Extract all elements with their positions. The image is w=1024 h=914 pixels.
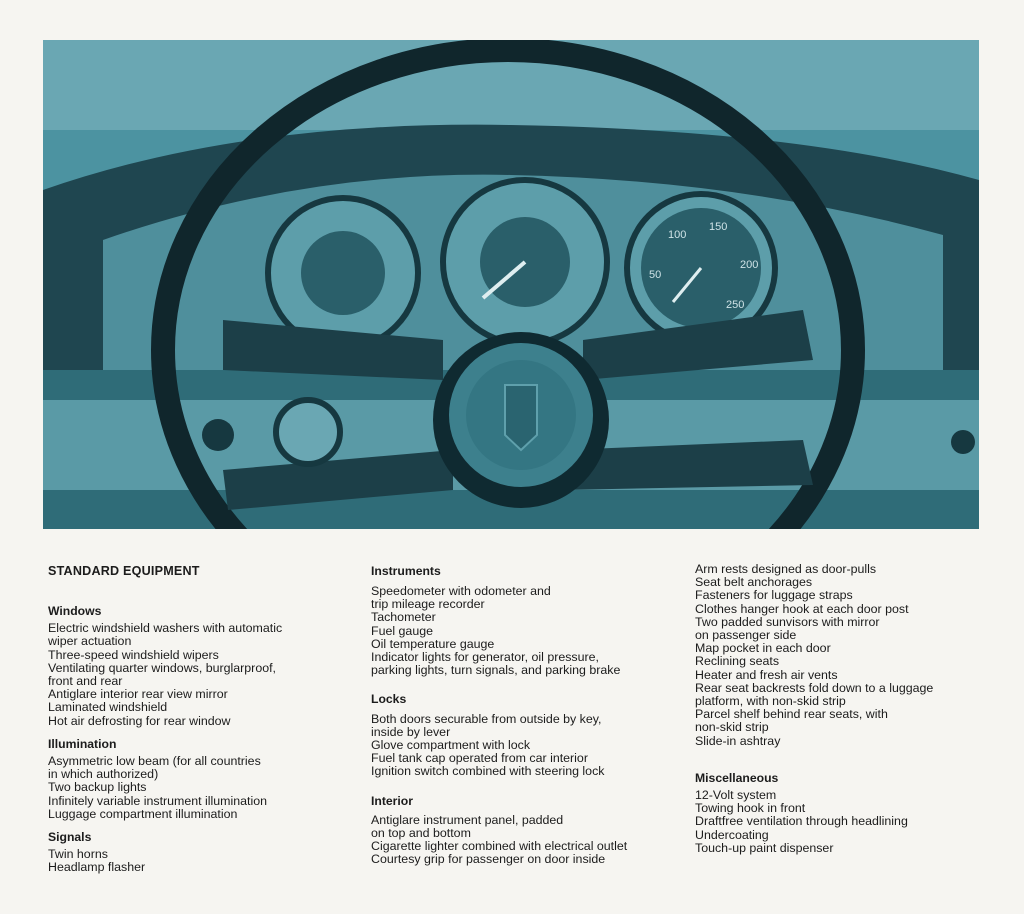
list-item: 12-Volt system <box>695 788 777 803</box>
list-item: Speedometer with odometer and <box>371 584 551 598</box>
miscellaneous-list <box>695 789 995 855</box>
list-item: Fasteners for luggage straps <box>695 588 853 603</box>
speedo-label-150: 150 <box>709 221 728 233</box>
list-item: Tachometer <box>371 610 436 625</box>
list-item: on passenger side <box>695 628 797 643</box>
list-item: Undercoating <box>695 827 769 842</box>
illumination-list <box>48 755 338 821</box>
list-item: Oil temperature gauge <box>371 636 495 651</box>
speedo-label-100: 100 <box>668 229 687 241</box>
column-right <box>695 563 995 855</box>
list-item: on top and bottom <box>371 826 471 841</box>
list-item: Towing hook in front <box>695 801 806 816</box>
section-heading-illumination: Illumination <box>48 736 117 751</box>
steering-wheel-icon <box>43 40 979 529</box>
list-item: Seat belt anchorages <box>695 575 813 590</box>
column-middle <box>371 563 671 867</box>
list-item: Ignition switch combined with steering lock <box>371 764 605 779</box>
interior-list <box>371 814 671 867</box>
list-item: Antiglare interior rear view mirror <box>48 687 228 702</box>
list-item: Both doors securable from outside by key, <box>371 711 602 726</box>
list-item: Electric windshield washers with automatic <box>48 621 283 636</box>
section-heading-miscellaneous: Miscellaneous <box>695 770 779 785</box>
column-left <box>48 563 338 875</box>
speedo-label-50: 50 <box>649 269 662 281</box>
list-item: Ventilating quarter windows, burglarproof, <box>48 660 276 675</box>
list-item: Arm rests designed as door-pulls <box>695 562 877 576</box>
list-item: in which authorized) <box>48 767 159 782</box>
list-item: Rear seat backrests fold down to a luggage <box>695 680 934 695</box>
list-item: Laminated windshield <box>48 700 168 715</box>
list-item: Three-speed windshield wipers <box>48 647 219 662</box>
list-item: Twin horns <box>48 847 108 862</box>
list-item: wiper actuation <box>48 634 132 649</box>
list-item: Indicator lights for generator, oil pressure, <box>371 650 599 665</box>
windows-list <box>48 622 338 728</box>
list-item: Draftfree ventilation through headlining <box>695 814 908 829</box>
page-title: STANDARD EQUIPMENT <box>48 564 200 578</box>
list-item: Fuel tank cap operated from car interior <box>371 751 588 766</box>
list-item: Antiglare instrument panel, padded <box>371 812 564 827</box>
list-item: Luggage compartment illumination <box>48 806 238 821</box>
interior-continued-list <box>695 563 995 748</box>
list-item: Infinitely variable instrument illumination <box>48 793 268 808</box>
list-item: Clothes hanger hook at each door post <box>695 601 909 616</box>
list-item: Courtesy grip for passenger on door inside <box>371 852 606 867</box>
list-item: Asymmetric low beam (for all countries <box>48 754 261 769</box>
speedo-label-200: 200 <box>740 259 759 271</box>
signals-list <box>48 848 338 874</box>
list-item: Glove compartment with lock <box>371 738 531 753</box>
list-item: Parcel shelf behind rear seats, with <box>695 707 888 722</box>
instruments-list <box>371 585 671 677</box>
list-item: Cigarette lighter combined with electrical outlet <box>371 839 628 854</box>
list-item: Map pocket in each door <box>695 641 831 656</box>
section-heading-locks: Locks <box>371 692 407 707</box>
list-item: front and rear <box>48 674 123 689</box>
list-item: Fuel gauge <box>371 623 434 638</box>
section-heading-instruments: Instruments <box>371 564 441 578</box>
list-item: parking lights, turn signals, and parking brake <box>371 663 621 678</box>
list-item: Hot air defrosting for rear window <box>48 713 231 728</box>
list-item: non-skid strip <box>695 720 769 735</box>
list-item: Reclining seats <box>695 654 780 669</box>
list-item: Two backup lights <box>48 780 147 795</box>
list-item: Heater and fresh air vents <box>695 667 838 682</box>
list-item: platform, with non-skid strip <box>695 694 846 709</box>
list-item: inside by lever <box>371 724 451 739</box>
section-heading-interior: Interior <box>371 793 413 808</box>
list-item: Touch-up paint dispenser <box>695 840 834 855</box>
section-heading-signals: Signals <box>48 830 92 845</box>
section-heading-windows: Windows <box>48 604 102 618</box>
list-item: trip mileage recorder <box>371 597 485 612</box>
list-item: Two padded sunvisors with mirror <box>695 614 880 629</box>
list-item: Slide-in ashtray <box>695 733 781 748</box>
locks-list <box>371 713 671 779</box>
speedo-label-250: 250 <box>726 299 745 311</box>
dashboard-photo <box>43 40 979 529</box>
list-item: Headlamp flasher <box>48 860 146 875</box>
